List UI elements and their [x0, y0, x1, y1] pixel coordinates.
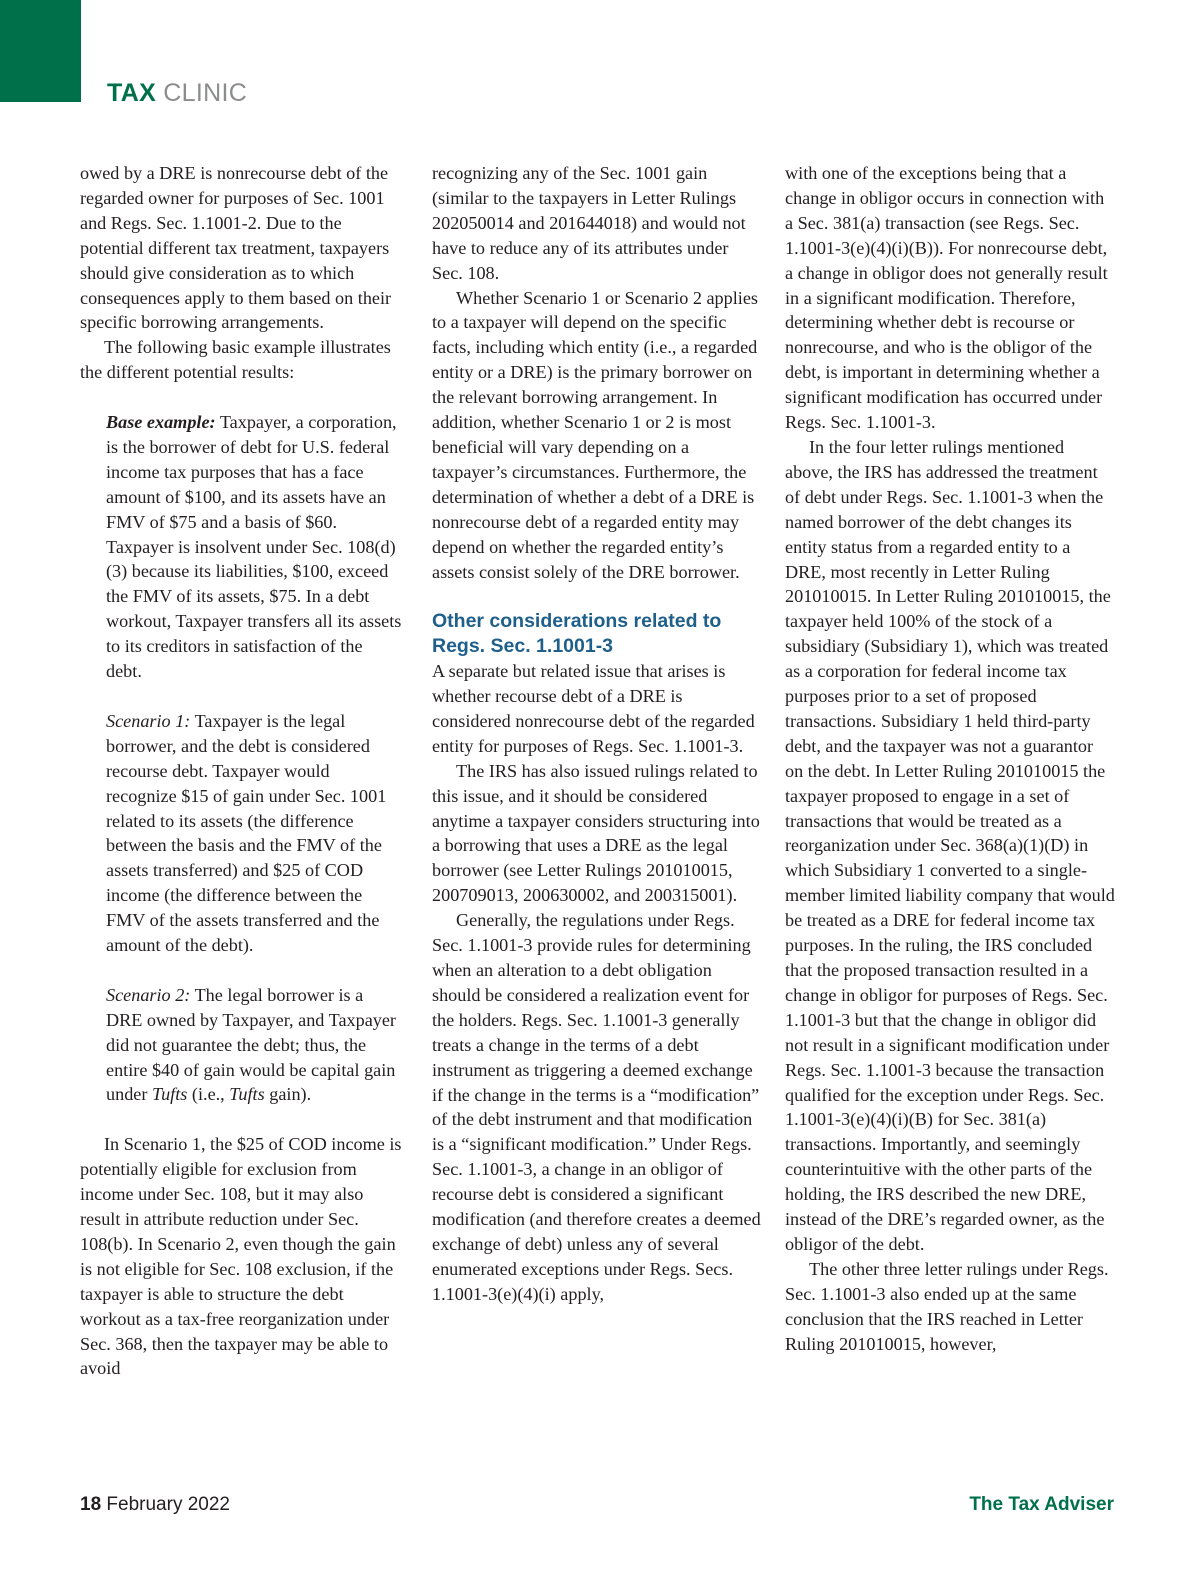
paragraph: The following basic example illustrates the different potential results: [80, 337, 391, 383]
paragraph: A separate but related issue that arises is whether recourse debt of a DRE is considered nonrecourse debt of the regarded entity for purposes of Regs. Sec. 1.1001-3. [432, 661, 755, 756]
page-number: 18 [80, 1494, 102, 1515]
text-column-3 [785, 161, 1115, 1357]
spacer [80, 1107, 402, 1132]
paragraph: The other three letter rulings under Regs. Sec. 1.1001-3 also ended up at the same conclusion that the IRS reached in Letter Ruling 201010015, however, [785, 1258, 1109, 1354]
publication-name: The Tax Adviser [969, 1494, 1114, 1515]
scenario-1 [80, 709, 402, 958]
spacer [432, 584, 762, 609]
scenario-2-label: Scenario 2: [106, 984, 191, 1005]
paragraph: recognizing any of the Sec. 1001 gain (similar to the taxpayers in Letter Rulings 202050014 and 201644018) and would not have to reduce any of its attributes under Sec. 108. [432, 163, 746, 283]
text-column-1 [80, 161, 402, 1381]
scenario-2-text: (i.e., [187, 1084, 230, 1105]
spacer [80, 958, 402, 983]
paragraph: Whether Scenario 1 or Scenario 2 applies to a taxpayer will depend on the specific facts, including which entity (i.e., a regarded entity or a DRE) is the primary borrower on the relevant borrowing arrangement. In addition, whether Scenario 1 or 2 is most beneficial will vary depending on a taxpayer’s circumstances. Furthermore, the determination of whether a debt of a DRE is nonrecourse debt of a regarded entity may depend on whether the regarded entity’s assets consist solely of the DRE borrower. [432, 287, 759, 582]
base-example-label: Base example: [106, 412, 216, 433]
scenario-1-label: Scenario 1: [106, 710, 191, 731]
scenario-2-text: The legal borrower is a DRE owned by Taxpayer, and Taxpayer did not guarantee the debt; thus, the entire $40 of gain would be capital gain under [106, 984, 396, 1105]
base-example-text: Taxpayer, a corporation, is the borrower of debt for U.S. federal income tax purposes that has a face amount of $100, and its assets have an FMV of $75 and a basis of $60. Taxpayer is insolvent under Sec. 108(d)(3) because its liabilities, $100, exceed the FMV of its assets, $75. In a debt workout, Taxpayer transfers all its assets to its creditors in satisfaction of the debt. [106, 412, 402, 682]
issue-date: February 2022 [106, 1494, 230, 1515]
section-header-light: CLINIC [163, 79, 248, 107]
paragraph: In the four letter rulings mentioned above, the IRS has addressed the treatment of debt under Regs. Sec. 1.1001-3 when the named borrower of the debt changes its entity status from a regarded entity to a DRE, most recently in Letter Ruling 201010015. In Letter Ruling 201010015, the taxpayer held 100% of the stock of a subsidiary (Subsidiary 1), which was treated as a corporation for federal income tax purposes prior to a set of proposed transactions. Subsidiary 1 held third-party debt, and the taxpayer was not a guarantor on the debt. In Letter Ruling 201010015 the taxpayer proposed to engage in a set of transactions that would be treated as a reorganization under Sec. 368(a)(1)(D) in which Subsidiary 1 converted to a single-member limited liability company that would be treated as a DRE for federal income tax purposes. In the ruling, the IRS concluded that the proposed transaction resulted in a change in obligor for purposes of Regs. Sec. 1.1001-3 but that the change in obligor did not result in a significant modification under Regs. Sec. 1.1001-3 because the transaction qualified for the exception under Regs. Sec. 1.1001-3(e)(4)(i)(B) for Sec. 381(a) transactions. Importantly, and seemingly counterintuitive with the other parts of the holding, the IRS described the new DRE, instead of the DRE’s regarded owner, as the obligor of the debt. [785, 436, 1115, 1254]
section-color-tab [0, 0, 81, 102]
spacer [80, 684, 402, 709]
spacer [80, 385, 402, 410]
paragraph: owed by a DRE is nonrecourse debt of the regarded owner for purposes of Sec. 1001 and Regs. Sec. 1.1001-2. Due to the potential different tax treatment, taxpayers should give consideration as to which consequences apply to them based on their specific borrowing arrangements. [80, 163, 392, 333]
scenario-2 [80, 983, 402, 1108]
paragraph: In Scenario 1, the $25 of COD income is potentially eligible for exclusion from income under Sec. 108, but it may also result in attribute reduction under Sec. 108(b). In Scenario 2, even though the gain is not eligible for Sec. 108 exclusion, if the taxpayer is able to structure the debt workout as a tax-free reorganization under Sec. 368, then the taxpayer may be able to avoid [80, 1134, 402, 1379]
paragraph: The IRS has also issued rulings related to this issue, and it should be considered anytime a taxpayer considers structuring into a borrowing that uses a DRE as the legal borrower (see Letter Rulings 201010015, 200709013, 200630002, and 200315001). [432, 760, 760, 906]
text-column-2 [432, 161, 762, 1307]
subheading: Other considerations related to Regs. Sec. 1.1001-3 [432, 610, 722, 658]
scenario-2-text: gain). [264, 1084, 312, 1105]
base-example [80, 410, 402, 684]
case-name: Tufts [229, 1084, 265, 1105]
paragraph: Generally, the regulations under Regs. Sec. 1.1001-3 provide rules for determining when an alteration to a debt obligation should be considered a realization event for the holders. Regs. Sec. 1.1001-3 generally treats a change in the terms of a debt instrument as triggering a deemed exchange if the change in the terms is a “modification” of the debt instrument and that modification is a “significant modification.” Under Regs. Sec. 1.1001-3, a change in an obligor of recourse debt is considered a significant modification (and therefore creates a deemed exchange of debt) unless any of several enumerated exceptions under Regs. Secs. 1.1001-3(e)(4)(i) apply, [432, 910, 761, 1304]
section-header [107, 78, 247, 108]
scenario-1-text: Taxpayer is the legal borrower, and the debt is considered recourse debt. Taxpayer would recognize $15 of gain under Sec. 1001 related to its assets (the difference between the basis and the FMV of the assets transferred) and $25 of COD income (the difference between the FMV of the assets transferred and the amount of the debt). [106, 710, 387, 956]
paragraph: with one of the exceptions being that a change in obligor occurs in connection with a Sec. 381(a) transaction (see Regs. Sec. 1.1001-3(e)(4)(i)(B)). For nonrecourse debt, a change in obligor does not generally result in a significant modification. Therefore, determining whether debt is recourse or nonrecourse, and who is the obligor of the debt, is important in determining whether a significant modification has occurred under Regs. Sec. 1.1001-3. [785, 163, 1108, 433]
footer-folio [80, 1493, 230, 1517]
case-name: Tufts [151, 1084, 188, 1105]
section-header-bold: TAX [107, 79, 157, 107]
